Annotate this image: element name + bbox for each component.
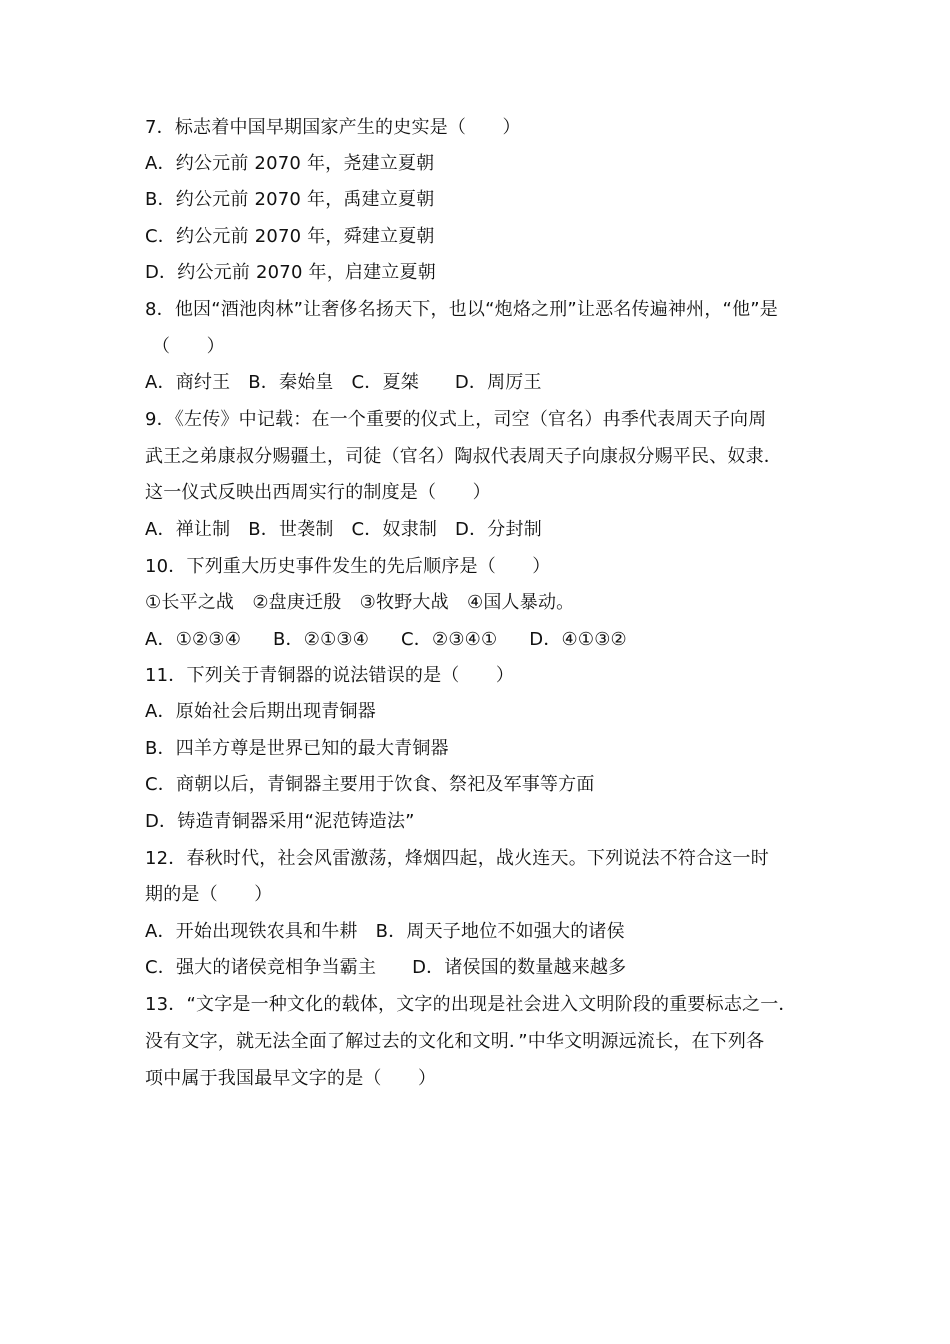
q7-stem: 7．标志着中国早期国家产生的史实是（ ） [145, 117, 521, 138]
q7-option-b: B．约公元前 2070 年，禹建立夏朝 [145, 189, 435, 210]
q9-option-b: B．世袭制 [248, 519, 334, 540]
q9-option-a: A．禅让制 [145, 519, 231, 540]
q13-stem-line2: 没有文字，就无法全面了解过去的文化和文明．”中华文明源远流长，在下列各 [145, 1031, 765, 1052]
q11-option-b: B．四羊方尊是世界已知的最大青铜器 [145, 738, 449, 759]
q12-option-d: D．诸侯国的数量越来越多 [412, 957, 627, 978]
q9-stem-line2: 武王之弟康叔分赐疆土，司徒（官名）陶叔代表周天子向康叔分赐平民、奴隶． [145, 446, 782, 467]
q10-options [145, 627, 825, 653]
q10-option-d: D．④①③② [529, 629, 627, 650]
q10-option-a: A．①②③④ [145, 629, 242, 650]
q9-option-c: C．奴隶制 [351, 519, 438, 540]
q10-option-b: B．②①③④ [272, 629, 370, 650]
q12-stem-line2: 期的是（ ） [145, 884, 273, 905]
q13-stem-line3: 项中属于我国最早文字的是（ ） [145, 1068, 437, 1089]
q10-events: ①长平之战 ②盘庚迁殷 ③牧野大战 ④国人暴动。 [145, 592, 575, 613]
q8-option-a: A．商纣王 [145, 372, 231, 393]
q8-options [145, 370, 825, 396]
q7-option-a: A．约公元前 2070 年，尧建立夏朝 [145, 153, 435, 174]
q8-option-d: D．周厉王 [454, 372, 542, 393]
q8-stem-line1: 8．他因“酒池肉林”让奢侈名扬天下，也以“炮烙之刑”让恶名传遍神州，“他”是 [145, 299, 778, 320]
q8-stem-line2: （ ） [152, 336, 225, 357]
q12-option-c: C．强大的诸侯竞相争当霸主 [145, 957, 377, 978]
q12-stem-line1: 12．春秋时代，社会风雷激荡，烽烟四起，战火连天。下列说法不符合这一时 [145, 848, 769, 869]
q7-option-d: D．约公元前 2070 年，启建立夏朝 [145, 262, 436, 283]
q8-option-b: B．秦始皇 [248, 372, 334, 393]
q13-stem-line1: 13．“文字是一种文化的载体，文字的出现是社会进入文明阶段的重要标志之一． [145, 994, 797, 1015]
q12-option-b: B．周天子地位不如强大的诸侯 [375, 921, 625, 942]
q11-option-d: D．铸造青铜器采用“泥范铸造法” [145, 811, 415, 832]
q12-options-row2 [145, 955, 825, 981]
q10-stem: 10．下列重大历史事件发生的先后顺序是（ ） [145, 556, 551, 577]
q11-option-c: C．商朝以后，青铜器主要用于饮食、祭祀及军事等方面 [145, 774, 595, 795]
q10-option-c: C．②③④① [401, 629, 498, 650]
q8-option-c: C．夏桀 [351, 372, 419, 393]
q9-option-d: D．分封制 [455, 519, 542, 540]
q11-stem: 11．下列关于青铜器的说法错误的是（ ） [145, 665, 515, 686]
q9-stem-line1: 9．《左传》中记载：在一个重要的仪式上，司空（官名）冉季代表周天子向周 [145, 409, 767, 430]
q12-options-row1 [145, 919, 825, 945]
q12-option-a: A．开始出现铁农具和牛耕 [145, 921, 358, 942]
q11-option-a: A．原始社会后期出现青铜器 [145, 701, 376, 722]
q9-options [145, 517, 825, 543]
q9-stem-line3: 这一仪式反映出西周实行的制度是（ ） [145, 482, 491, 503]
q7-option-c: C．约公元前 2070 年，舜建立夏朝 [145, 226, 435, 247]
